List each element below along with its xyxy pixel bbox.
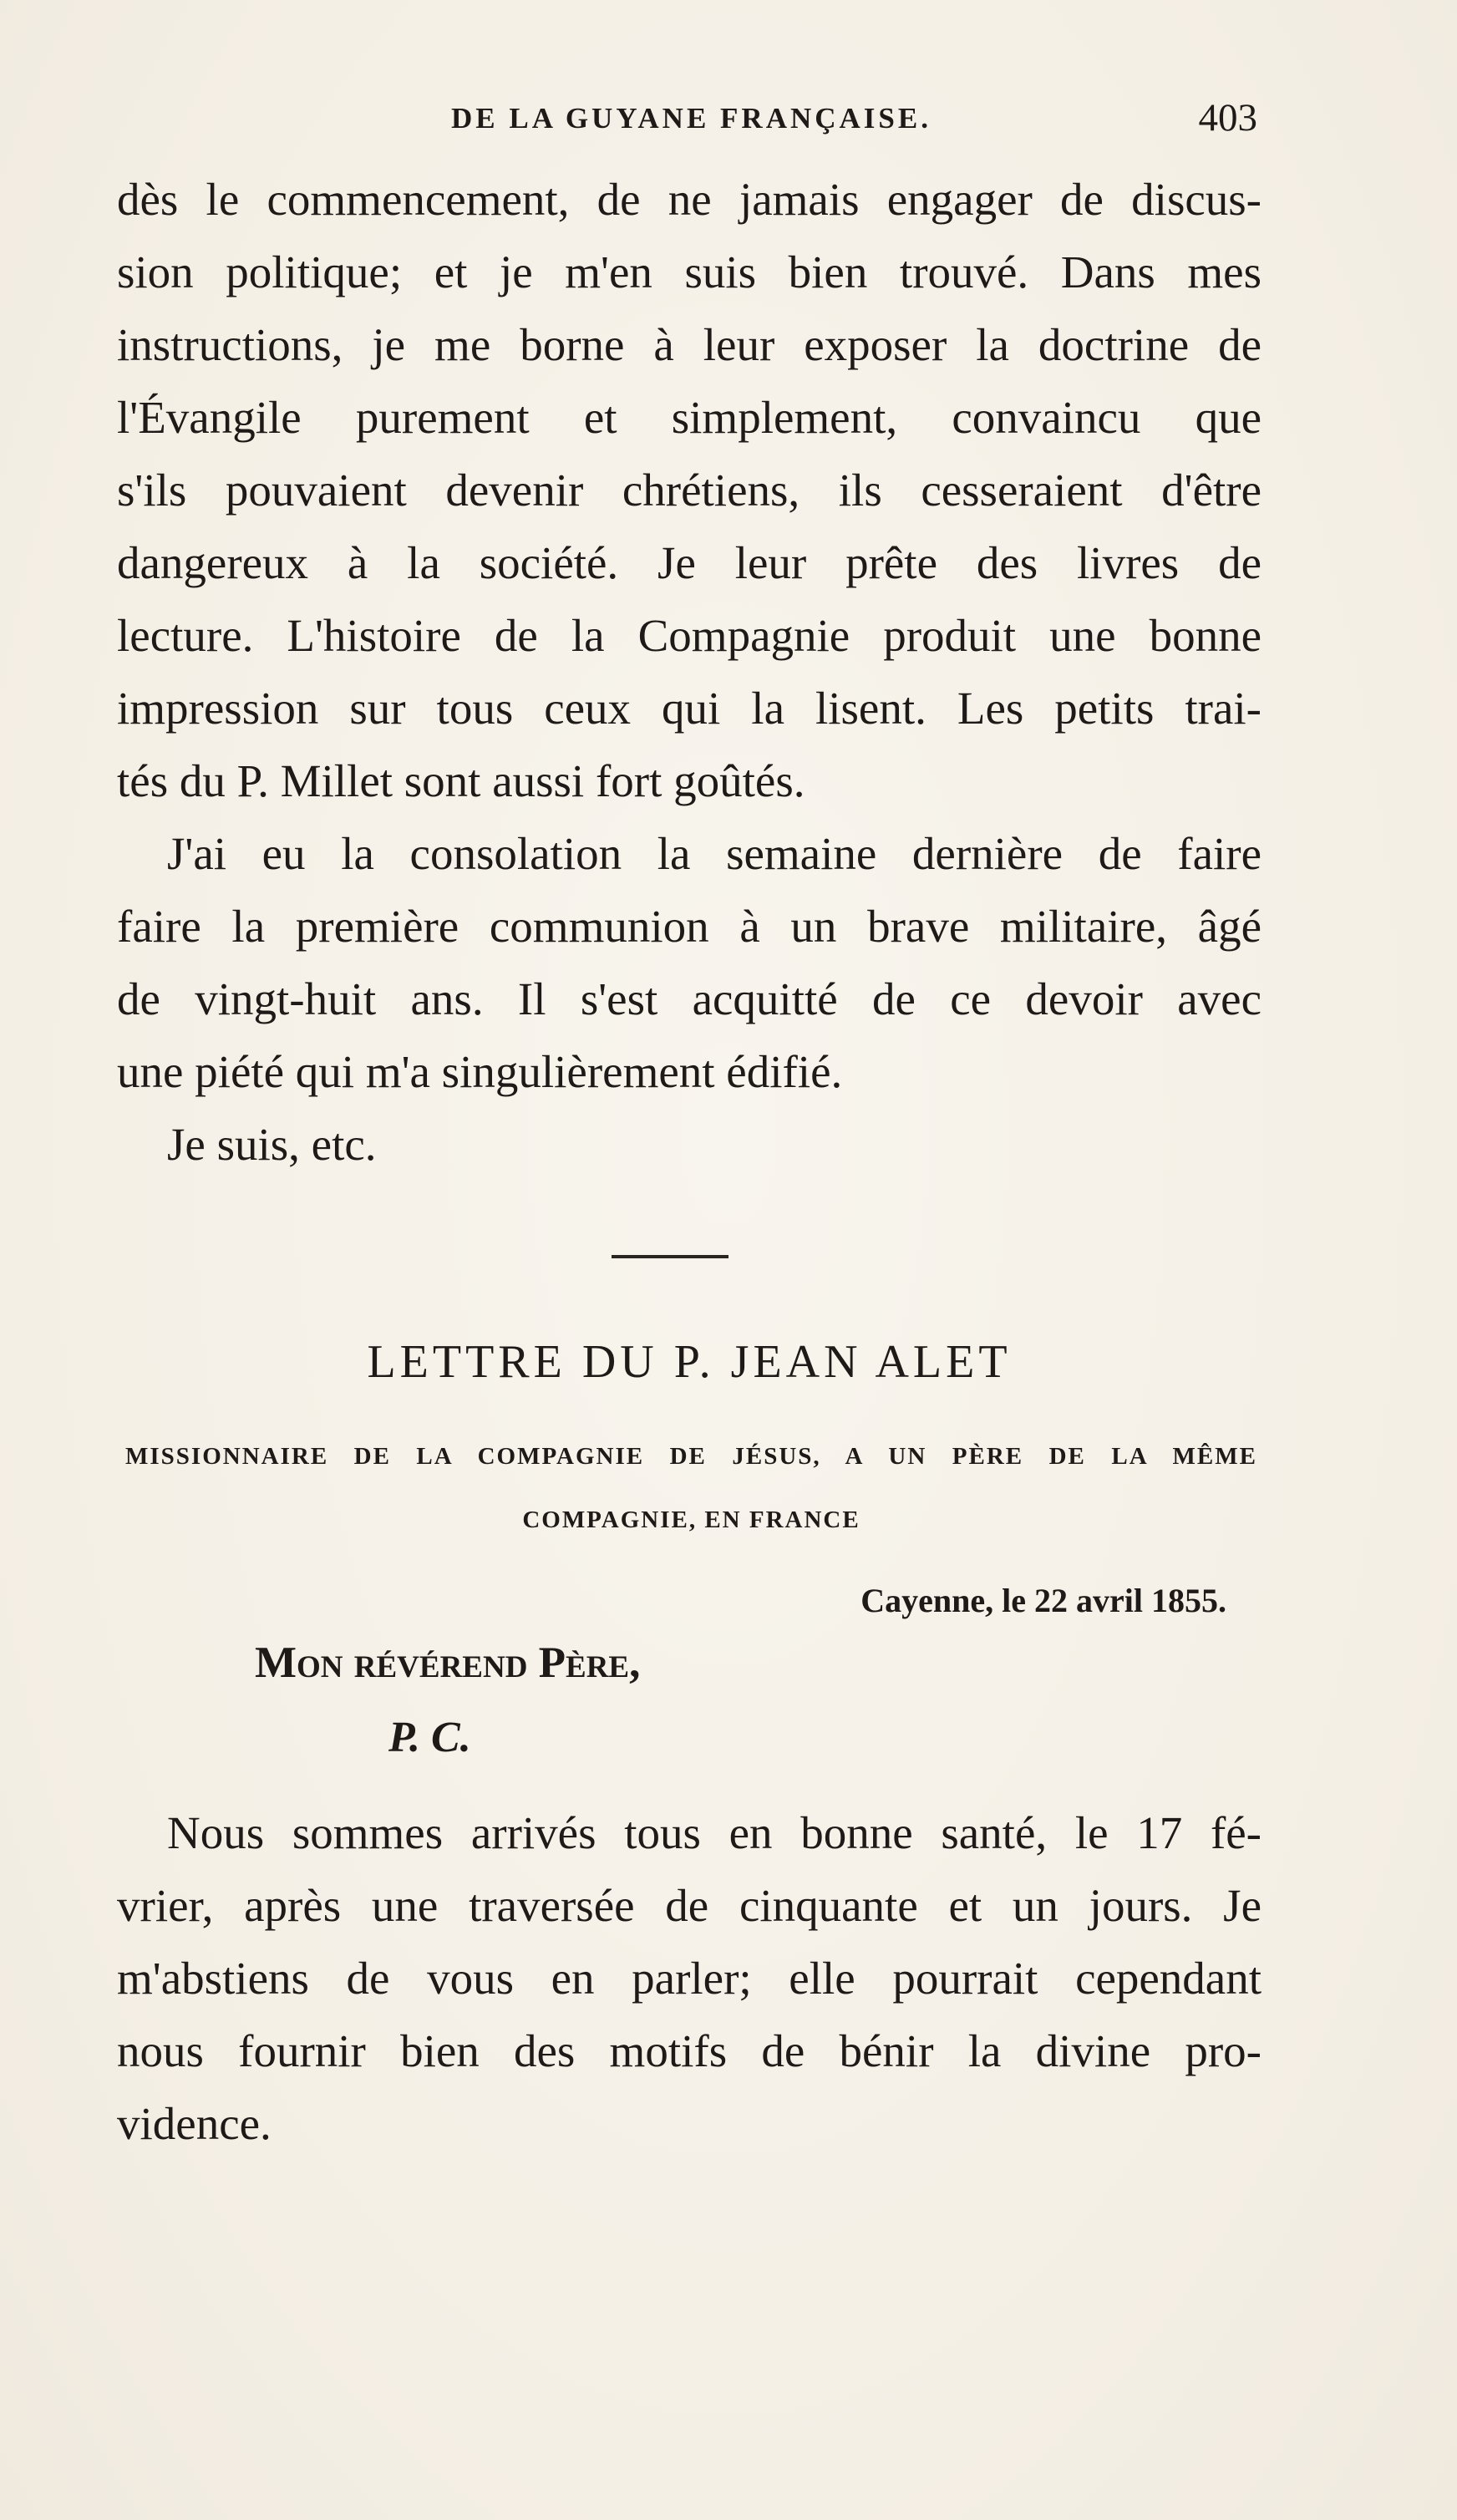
letter-subtitle-line-2: COMPAGNIE, EN FRANCE	[522, 1506, 860, 1533]
text-line: dangereux à la société. Je leur prête des livres de	[117, 537, 1262, 588]
closing-formula: Je suis, etc.	[167, 1119, 377, 1170]
body-text-top	[117, 163, 1262, 1181]
text-line: dès le commencement, de ne jamais engager de discus-	[117, 174, 1262, 225]
text-line: instructions, je me borne à leur exposer la doctrine de	[117, 319, 1262, 370]
text-line: m'abstiens de vous en parler; elle pourrait cependant	[117, 1953, 1262, 2004]
paragraph-1	[117, 163, 1262, 817]
text-line: l'Évangile purement et simplement, convaincu que	[117, 392, 1262, 443]
letter-subtitle-line-1: MISSIONNAIRE DE LA COMPAGNIE DE JÉSUS, A UN PÈRE DE LA MÊME	[125, 1443, 1257, 1470]
page-number: 403	[1198, 96, 1257, 140]
text-line: nous fournir bien des motifs de bénir la divine pro-	[117, 2025, 1262, 2076]
text-line: une piété qui m'a singulièrement édifié.	[117, 1046, 843, 1097]
text-line: s'ils pouvaient devenir chrétiens, ils cesseraient d'être	[117, 465, 1262, 516]
body-text-letter	[117, 1796, 1262, 2160]
running-head	[125, 96, 1257, 152]
text-line: J'ai eu la consolation la semaine dernière de faire	[167, 828, 1262, 879]
text-line: vrier, après une traversée de cinquante et un jours. Je	[117, 1880, 1262, 1931]
place-and-date: Cayenne, le 22 avril 1855.	[860, 1582, 1226, 1619]
text-line: tés du P. Millet sont aussi fort goûtés.	[117, 755, 805, 806]
running-title: DE LA GUYANE FRANÇAISE.	[451, 102, 932, 135]
text-line: de vingt-huit ans. Il s'est acquitté de ce devoir avec	[117, 973, 1262, 1024]
paragraph-2	[117, 817, 1262, 1108]
salutation: Mon révérend Père,	[255, 1639, 641, 1687]
pax-christi: P. C.	[388, 1714, 471, 1761]
text-line: sion politique; et je m'en suis bien trouvé. Dans mes	[117, 246, 1262, 297]
letter-title: LETTRE DU P. JEAN ALET	[367, 1336, 1012, 1388]
text-line: vidence.	[117, 2098, 272, 2149]
section-divider	[612, 1255, 728, 1258]
paragraph-3	[117, 1796, 1262, 2160]
text-line: lecture. L'histoire de la Compagnie produit une bonne	[117, 610, 1262, 661]
text-line: Nous sommes arrivés tous en bonne santé, le 17 fé-	[167, 1807, 1262, 1858]
text-line: impression sur tous ceux qui la lisent. Les petits trai-	[117, 683, 1262, 734]
text-line: faire la première communion à un brave militaire, âgé	[117, 901, 1262, 952]
